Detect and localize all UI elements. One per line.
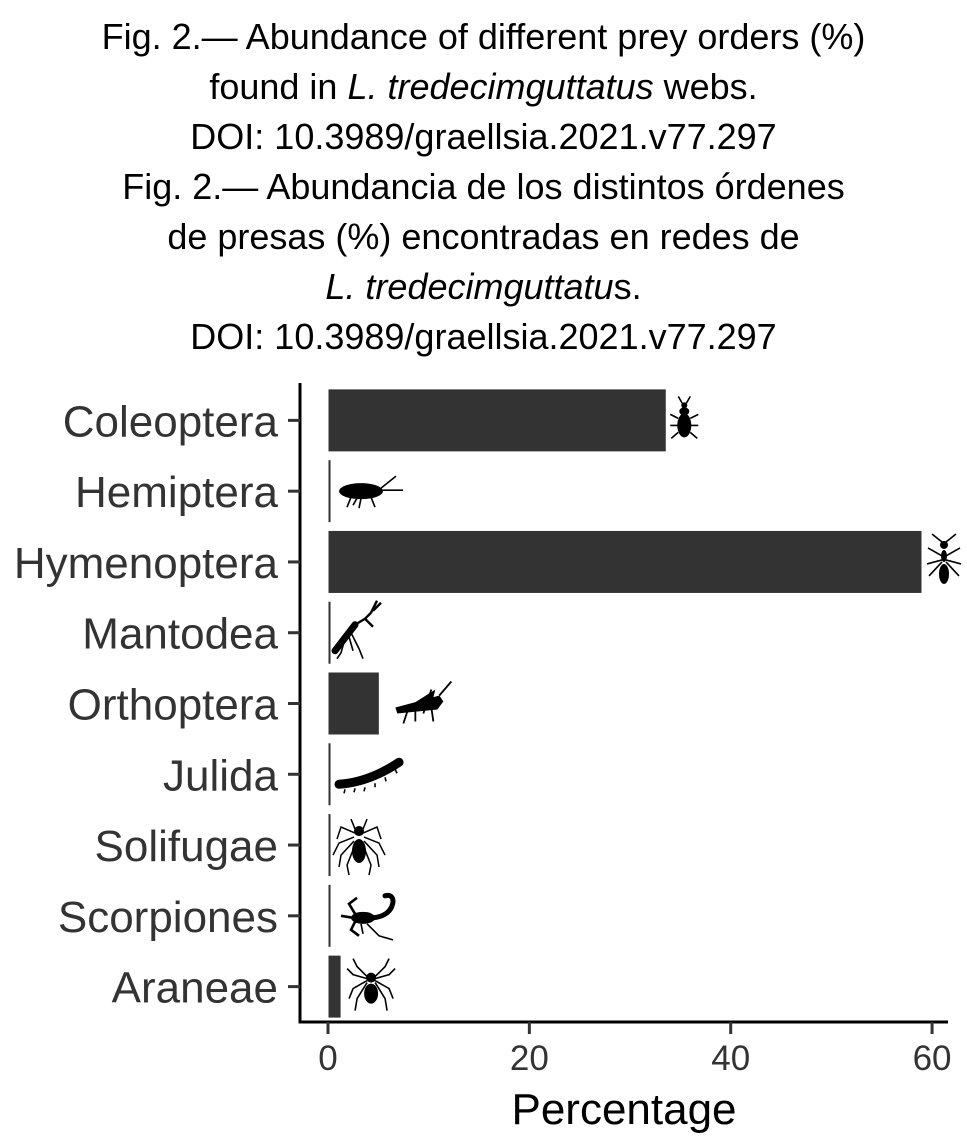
x-tick-label: 0 <box>318 1039 338 1078</box>
bar-scorpiones <box>328 884 331 947</box>
y-tick-label: Hymenoptera <box>13 538 278 588</box>
y-tick-label: Coleoptera <box>62 397 278 447</box>
y-tick-label: Scorpiones <box>57 892 278 942</box>
mantis-icon <box>335 601 381 659</box>
bar-solifugae <box>328 814 331 877</box>
caption-text: webs. <box>653 66 758 107</box>
caption-line-english: Fig. 2.— Abundance of different prey orders (%) <box>101 16 866 57</box>
beetle-icon <box>670 396 698 438</box>
y-tick-label: Julida <box>163 751 278 801</box>
ant-icon <box>927 534 961 584</box>
bar-hemiptera <box>328 460 331 523</box>
y-tick-label: Orthoptera <box>67 680 278 730</box>
caption-line-spanish-2: de presas (%) encontradas en redes de <box>167 216 800 257</box>
bar-araneae <box>328 955 341 1018</box>
y-tick-label: Mantodea <box>82 609 278 659</box>
bar-hymenoptera <box>328 530 922 593</box>
caption-text: s. <box>613 266 642 307</box>
x-tick-label: 40 <box>711 1039 751 1078</box>
bar-coleoptera <box>328 389 666 452</box>
y-tick-label: Araneae <box>111 963 278 1013</box>
x-tick-label: 20 <box>509 1039 549 1078</box>
bar-orthoptera <box>328 672 379 735</box>
caption-doi: DOI: 10.3989/graellsia.2021.v77.297 <box>190 116 777 157</box>
solifuge-icon <box>333 819 385 875</box>
bar-mantodea <box>328 601 331 664</box>
spider-icon <box>347 959 395 1011</box>
grasshopper-icon <box>395 682 451 724</box>
caption-doi-2: DOI: 10.3989/graellsia.2021.v77.297 <box>190 316 777 357</box>
y-tick-label: Solifugae <box>94 822 278 872</box>
y-tick-label: Hemiptera <box>75 468 278 518</box>
millipede-icon <box>339 762 399 793</box>
scorpion-icon <box>341 895 393 939</box>
caption-text: found in <box>209 66 348 107</box>
species-name-es: L. tredecimguttatu <box>325 266 614 307</box>
x-axis-title: Percentage <box>511 1085 737 1134</box>
caption-line-spanish: Fig. 2.— Abundancia de los distintos órdenes <box>122 166 845 207</box>
bar-julida <box>328 743 331 806</box>
bug-icon <box>339 476 403 508</box>
x-tick-label: 60 <box>912 1039 952 1078</box>
species-name: L. tredecimguttatus <box>347 66 654 107</box>
